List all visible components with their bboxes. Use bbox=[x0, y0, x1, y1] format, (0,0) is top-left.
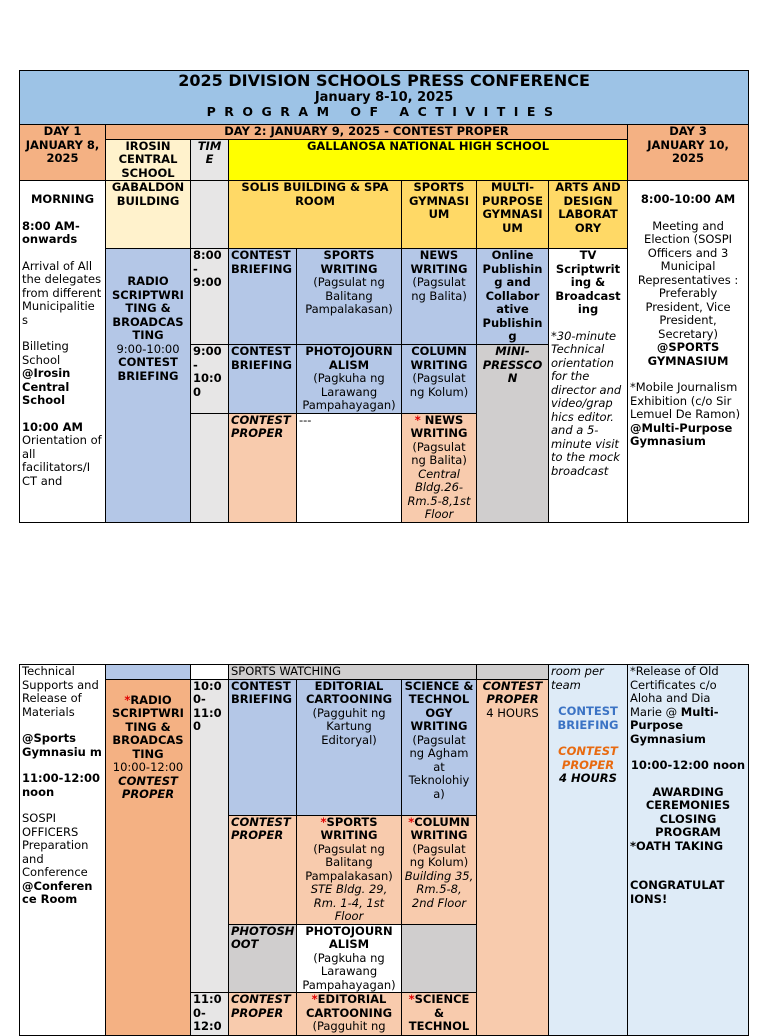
editorial-title: EDITORIAL CARTOONING bbox=[305, 679, 393, 706]
radio2-time: 10:00-12:00 bbox=[112, 760, 184, 774]
day3-time2: 10:00-12:00 noon bbox=[630, 758, 746, 772]
venue-multi-gym: MULTI-PURPOSE GYMNASI UM bbox=[477, 181, 549, 249]
editorial-proper-cell bbox=[297, 993, 402, 1036]
photojournalism-cell bbox=[297, 345, 402, 414]
photoshoot-cell: PHOTOSH OOT bbox=[229, 924, 297, 993]
sports-writing-title: SPORTS WRITING bbox=[320, 248, 378, 276]
congrats-text: CONGRATULAT IONS! bbox=[630, 878, 725, 906]
time-slot-1: 8:00 - 9:00 bbox=[191, 249, 229, 345]
venue-irosin: IROSIN CENTRAL SCHOOL bbox=[106, 139, 191, 181]
schedule-table-top bbox=[19, 70, 749, 523]
sports-gym-venue: @Sports Gymnasiu m bbox=[22, 731, 102, 759]
arts-briefing: CONTEST BRIEFING bbox=[557, 704, 619, 732]
meeting-text: Meeting and Election (SOSPI Officers and 3 Municipal Representatives : Preferably President, Vice President, Secretary) bbox=[637, 218, 739, 341]
program-heading: PROGRAM OF ACTIVITIES bbox=[206, 104, 562, 119]
sports2-fil: (Pagsulat ng Balitang Pampalakasan) bbox=[305, 841, 393, 883]
venue-arts-lab: ARTS AND DESIGN LABORAT ORY bbox=[549, 181, 628, 249]
release-materials-text: Technical Supports and Release of Materials bbox=[22, 664, 99, 719]
star-mark: * bbox=[408, 815, 415, 829]
release-text: *Release of Old Certificates c/o Aloha and Dia Marie @ bbox=[630, 664, 719, 719]
schedule-table-bottom bbox=[19, 664, 749, 1036]
release-venue: Multi-Purpose Gymnasium bbox=[630, 704, 719, 746]
day3-date: JANUARY 10, 2025 bbox=[647, 137, 729, 165]
radio2-title: RADIO SCRIPTWRI TING & BROADCAS TING bbox=[112, 692, 184, 761]
radio-proper-cell bbox=[106, 679, 191, 1036]
day1-header bbox=[20, 125, 106, 181]
day3-time1: 8:00-10:00 AM bbox=[640, 192, 736, 206]
mobile-venue: @Multi-Purpose Gymnasium bbox=[630, 420, 733, 448]
news-writing-fil: (Pagsulat ng Balita) bbox=[411, 275, 467, 303]
multi-proper-cell bbox=[477, 679, 549, 1036]
arts-proper: CONTEST PROPER bbox=[558, 744, 618, 772]
gray-empty-2 bbox=[402, 924, 477, 993]
sports2-venue: STE Bldg. 29, Rm. 1-4, 1st Floor bbox=[310, 882, 388, 923]
mini-presscon-cell: MINI-PRESSCO N bbox=[477, 345, 549, 523]
column-writing-fil: (Pagsulat ng Kolum) bbox=[409, 371, 469, 399]
arts-column-cont bbox=[549, 665, 628, 1036]
editorial-fil: (Pagguhit ng Kartung Editoryal) bbox=[312, 705, 386, 747]
time-empty bbox=[191, 181, 229, 249]
column2-venue: Building 35, Rm.5-8, 2nd Floor bbox=[404, 868, 474, 910]
time-empty-2 bbox=[191, 413, 229, 522]
radio-time: 9:00-10:00 bbox=[116, 341, 180, 356]
arrival-text: Arrival of All the delegates from different Municipalitie s bbox=[22, 258, 102, 327]
orientation-text: Orientation of all facilitators/I CT and bbox=[22, 433, 102, 488]
photo2-title: PHOTOJOURN ALISM bbox=[305, 924, 393, 951]
blue-strip bbox=[106, 665, 191, 680]
news2-fil: (Pagsulat ng Balita) bbox=[411, 439, 467, 467]
time-empty-3 bbox=[191, 665, 229, 680]
day1-date: JANUARY 8, 2025 bbox=[25, 137, 100, 165]
sports-writing-cell bbox=[297, 249, 402, 345]
arts-hours: 4 HOURS bbox=[559, 771, 617, 785]
proper-cell-2: CONTEST PROPER bbox=[229, 815, 297, 924]
day1-label: DAY 1 bbox=[43, 124, 82, 138]
column2-title: COLUMN WRITING bbox=[410, 815, 470, 842]
photojournalism-cell-2 bbox=[297, 924, 402, 993]
online-publishing-cell: Online Publishin g and Collabor ative Publishin g bbox=[477, 249, 549, 345]
conf-room-venue: @Conferen ce Room bbox=[22, 878, 93, 906]
news2-venue: Central Bldg.26-Rm.5-8,1st Floor bbox=[407, 466, 471, 521]
tv-title: TV Scriptwrit ing & Broadcast ing bbox=[555, 248, 621, 316]
briefing-cell-2: CONTEST BRIEFING bbox=[229, 345, 297, 414]
radio-briefing: CONTEST BRIEFING bbox=[117, 355, 179, 383]
day3-label: DAY 3 bbox=[669, 124, 707, 138]
page-dates: January 8-10, 2025 bbox=[314, 90, 454, 105]
room-per-team: room per team bbox=[551, 664, 604, 692]
day1-column-cont bbox=[20, 665, 106, 1036]
news-writing-title: NEWS WRITING bbox=[410, 248, 468, 276]
meeting-venue: @SPORTS GYMNASIUM bbox=[647, 340, 729, 368]
sports-writing-proper-cell bbox=[297, 815, 402, 924]
multi-proper: CONTEST PROPER bbox=[482, 679, 543, 706]
day1-time2: 10:00 AM bbox=[22, 419, 83, 434]
time-slot-2: 9:00 - 10:0 0 bbox=[191, 345, 229, 414]
news2-title: NEWS WRITING bbox=[410, 413, 468, 440]
sports2-title: SPORTS WRITING bbox=[320, 815, 378, 842]
day1-column bbox=[20, 181, 106, 523]
column2-fil: (Pagsulat ng Kolum) bbox=[409, 841, 469, 869]
venue-solis: SOLIS BUILDING & SPA ROOM bbox=[229, 181, 402, 249]
day3-column-cont bbox=[628, 665, 749, 1036]
science-title: SCIENCE & TECHNOL OGY WRITING bbox=[404, 679, 474, 733]
sports-writing-fil: (Pagsulat ng Balitang Pampalakasan) bbox=[305, 275, 393, 316]
science-cell bbox=[402, 679, 477, 815]
photo2-fil: (Pagkuha ng Larawang Pampahayagan) bbox=[302, 950, 396, 992]
column-writing-title: COLUMN WRITING bbox=[410, 344, 468, 372]
science2-title: SCIENCE & TECHNOL bbox=[408, 992, 470, 1033]
morning-label: MORNING bbox=[30, 192, 95, 206]
time-header: TIM E bbox=[191, 139, 229, 181]
editorial2-title: EDITORIAL CARTOONING bbox=[305, 992, 393, 1020]
billeting-text: Billeting School bbox=[22, 339, 69, 367]
news-writing-cell bbox=[402, 249, 477, 345]
star-mark: * bbox=[414, 413, 421, 427]
star-mark: * bbox=[124, 692, 131, 707]
venue-sports-gym: SPORTS GYMNASI UM bbox=[402, 181, 477, 249]
radio-title: RADIO SCRIPTWRI TING & BROADCAS TING bbox=[112, 274, 184, 342]
proper-cell-3: CONTEST PROPER bbox=[229, 993, 297, 1036]
sospi-text: SOSPI OFFICERS Preparation and Conference bbox=[22, 811, 89, 879]
star-mark: * bbox=[408, 992, 415, 1006]
mobile-text: *Mobile Journalism Exhibition (c/o Sir Lemuel De Ramon) bbox=[630, 380, 741, 421]
multi-hours: 4 HOURS bbox=[486, 705, 539, 720]
day2-header: DAY 2: JANUARY 9, 2025 - CONTEST PROPER bbox=[106, 125, 628, 140]
venue-gallanosa: GALLANOSA NATIONAL HIGH SCHOOL bbox=[229, 139, 628, 181]
oath-text: *OATH TAKING bbox=[630, 838, 724, 853]
column-writing-proper-cell bbox=[402, 815, 477, 924]
proper-cell-1: CONTEST PROPER bbox=[229, 413, 297, 522]
briefing-cell-3: CONTEST BRIEFING bbox=[229, 679, 297, 815]
science-fil: (Pagsulat ng Agham at Teknolohiy a) bbox=[408, 732, 470, 801]
page-title: 2025 DIVISION SCHOOLS PRESS CONFERENCE bbox=[178, 71, 590, 90]
title-banner bbox=[20, 71, 749, 125]
tv-cell bbox=[549, 249, 628, 523]
star-mark: * bbox=[320, 815, 327, 829]
day1-time1: 8:00 AM-onwards bbox=[22, 218, 80, 246]
dash-cell: --- bbox=[297, 413, 402, 522]
day3-header bbox=[628, 125, 749, 181]
day1-time3: 11:00-12:00 noon bbox=[22, 771, 100, 799]
science-proper-cell bbox=[402, 993, 477, 1036]
briefing-cell-1: CONTEST BRIEFING bbox=[229, 249, 297, 345]
venue-gabaldon: GABALDON BUILDING bbox=[106, 181, 191, 249]
time-slot-3: 10:0 0- 11:0 0 bbox=[191, 679, 229, 993]
radio2-proper: CONTEST PROPER bbox=[118, 773, 178, 801]
editorial2-fil: (Pagguhit ng bbox=[312, 1019, 386, 1033]
editorial-cell bbox=[297, 679, 402, 815]
sports-watching-cell: SPORTS WATCHING bbox=[229, 665, 477, 680]
gray-empty bbox=[477, 665, 549, 680]
column-writing-cell bbox=[402, 345, 477, 414]
photojournalism-title: PHOTOJOURN ALISM bbox=[305, 344, 393, 372]
awarding-text: AWARDING CEREMONIES CLOSING PROGRAM bbox=[645, 784, 731, 839]
news-writing-proper-cell bbox=[402, 413, 477, 522]
day3-column bbox=[628, 181, 749, 523]
photojournalism-fil: (Pagkuha ng Larawang Pampahayagan) bbox=[302, 371, 396, 412]
time-slot-4: 11:0 0- 12:0 bbox=[191, 993, 229, 1036]
radio-briefing-cell bbox=[106, 249, 191, 523]
billeting-venue: @Irosin Central School bbox=[22, 366, 71, 407]
star-mark: * bbox=[311, 992, 318, 1006]
tv-orientation: *30-minute Technical orientation for the director and video/grap hics editor. and a 5-minute visit to the mock broadcast bbox=[551, 328, 622, 478]
